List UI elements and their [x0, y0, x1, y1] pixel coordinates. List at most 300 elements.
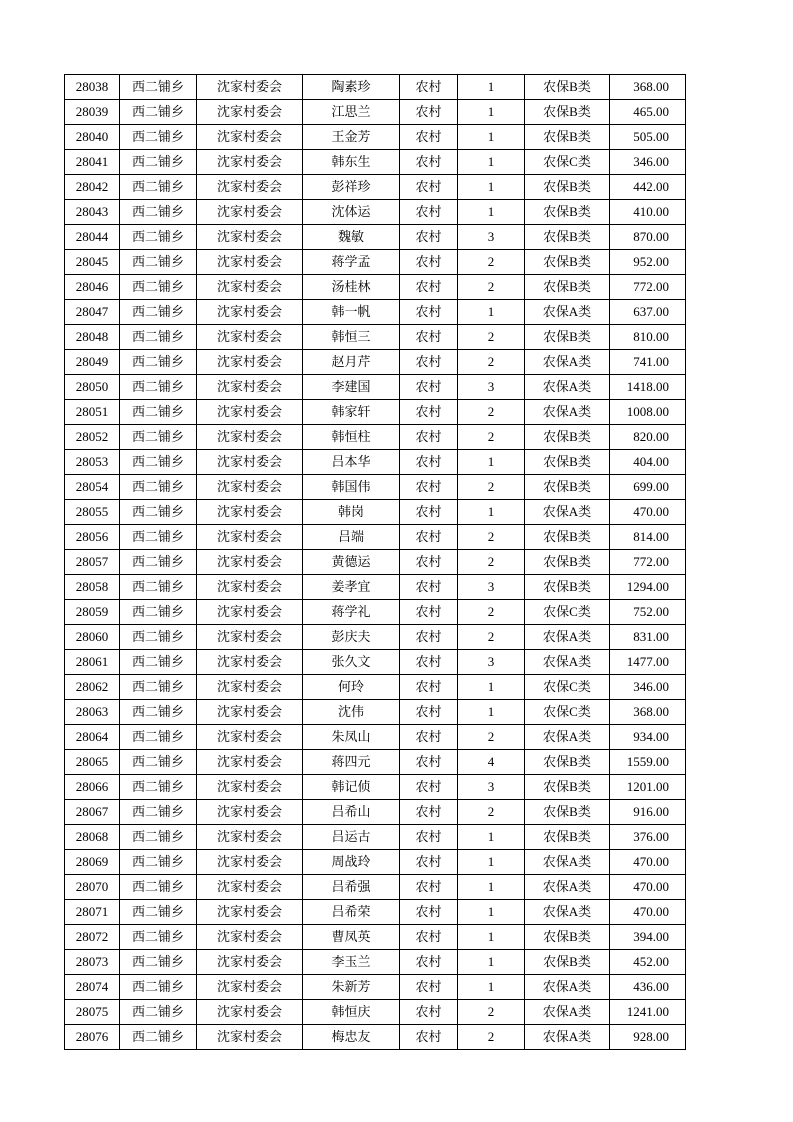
table-row — [65, 725, 686, 750]
cell-count: 1 — [458, 925, 525, 950]
cell-township: 西二铺乡 — [120, 550, 197, 575]
cell-name: 吕端 — [303, 525, 400, 550]
cell-township: 西二铺乡 — [120, 700, 197, 725]
cell-amount: 831.00 — [610, 625, 686, 650]
cell-name: 魏敏 — [303, 225, 400, 250]
table-row — [65, 750, 686, 775]
cell-name: 江思兰 — [303, 100, 400, 125]
cell-residence: 农村 — [400, 175, 458, 200]
cell-village: 沈家村委会 — [197, 450, 303, 475]
cell-village: 沈家村委会 — [197, 725, 303, 750]
cell-township: 西二铺乡 — [120, 200, 197, 225]
cell-township: 西二铺乡 — [120, 75, 197, 100]
cell-amount: 346.00 — [610, 150, 686, 175]
cell-amount: 916.00 — [610, 800, 686, 825]
cell-id: 28070 — [65, 875, 120, 900]
cell-township: 西二铺乡 — [120, 1025, 197, 1050]
cell-id: 28072 — [65, 925, 120, 950]
cell-count: 1 — [458, 675, 525, 700]
cell-id: 28067 — [65, 800, 120, 825]
cell-residence: 农村 — [400, 450, 458, 475]
cell-residence: 农村 — [400, 975, 458, 1000]
cell-residence: 农村 — [400, 475, 458, 500]
table-row — [65, 800, 686, 825]
cell-category: 农保C类 — [525, 150, 610, 175]
cell-village: 沈家村委会 — [197, 475, 303, 500]
cell-category: 农保B类 — [525, 575, 610, 600]
cell-amount: 368.00 — [610, 700, 686, 725]
table-row — [65, 425, 686, 450]
cell-village: 沈家村委会 — [197, 1025, 303, 1050]
cell-count: 2 — [458, 350, 525, 375]
cell-category: 农保A类 — [525, 1000, 610, 1025]
cell-amount: 394.00 — [610, 925, 686, 950]
table-row — [65, 950, 686, 975]
cell-township: 西二铺乡 — [120, 150, 197, 175]
table-row — [65, 775, 686, 800]
cell-amount: 410.00 — [610, 200, 686, 225]
cell-residence: 农村 — [400, 725, 458, 750]
cell-count: 2 — [458, 525, 525, 550]
cell-amount: 637.00 — [610, 300, 686, 325]
cell-village: 沈家村委会 — [197, 900, 303, 925]
cell-id: 28050 — [65, 375, 120, 400]
cell-category: 农保B类 — [525, 550, 610, 575]
cell-amount: 470.00 — [610, 500, 686, 525]
cell-name: 韩一帆 — [303, 300, 400, 325]
cell-category: 农保B类 — [525, 825, 610, 850]
cell-count: 1 — [458, 450, 525, 475]
cell-count: 2 — [458, 325, 525, 350]
cell-count: 3 — [458, 775, 525, 800]
cell-count: 2 — [458, 625, 525, 650]
cell-township: 西二铺乡 — [120, 625, 197, 650]
cell-township: 西二铺乡 — [120, 525, 197, 550]
table-row — [65, 475, 686, 500]
cell-residence: 农村 — [400, 650, 458, 675]
cell-name: 吕本华 — [303, 450, 400, 475]
cell-amount: 1294.00 — [610, 575, 686, 600]
cell-name: 何玲 — [303, 675, 400, 700]
cell-category: 农保A类 — [525, 850, 610, 875]
cell-name: 梅忠友 — [303, 1025, 400, 1050]
cell-residence: 农村 — [400, 425, 458, 450]
cell-amount: 952.00 — [610, 250, 686, 275]
cell-category: 农保B类 — [525, 450, 610, 475]
cell-name: 韩恒柱 — [303, 425, 400, 450]
cell-amount: 934.00 — [610, 725, 686, 750]
cell-count: 4 — [458, 750, 525, 775]
cell-id: 28038 — [65, 75, 120, 100]
table-row — [65, 75, 686, 100]
cell-township: 西二铺乡 — [120, 300, 197, 325]
cell-name: 韩东生 — [303, 150, 400, 175]
cell-village: 沈家村委会 — [197, 350, 303, 375]
cell-category: 农保A类 — [525, 350, 610, 375]
cell-category: 农保B类 — [525, 275, 610, 300]
cell-residence: 农村 — [400, 575, 458, 600]
cell-residence: 农村 — [400, 900, 458, 925]
cell-village: 沈家村委会 — [197, 525, 303, 550]
cell-township: 西二铺乡 — [120, 825, 197, 850]
cell-count: 1 — [458, 100, 525, 125]
table-row — [65, 325, 686, 350]
cell-residence: 农村 — [400, 75, 458, 100]
cell-amount: 470.00 — [610, 900, 686, 925]
cell-count: 3 — [458, 225, 525, 250]
cell-id: 28042 — [65, 175, 120, 200]
cell-category: 农保B类 — [525, 125, 610, 150]
cell-township: 西二铺乡 — [120, 850, 197, 875]
cell-village: 沈家村委会 — [197, 825, 303, 850]
cell-residence: 农村 — [400, 600, 458, 625]
cell-id: 28048 — [65, 325, 120, 350]
cell-category: 农保B类 — [525, 250, 610, 275]
cell-township: 西二铺乡 — [120, 650, 197, 675]
cell-id: 28075 — [65, 1000, 120, 1025]
cell-village: 沈家村委会 — [197, 675, 303, 700]
cell-residence: 农村 — [400, 350, 458, 375]
cell-name: 韩恒三 — [303, 325, 400, 350]
cell-category: 农保B类 — [525, 775, 610, 800]
cell-village: 沈家村委会 — [197, 700, 303, 725]
cell-name: 蒋四元 — [303, 750, 400, 775]
table-row — [65, 700, 686, 725]
cell-category: 农保B类 — [525, 425, 610, 450]
cell-village: 沈家村委会 — [197, 925, 303, 950]
cell-township: 西二铺乡 — [120, 675, 197, 700]
cell-name: 赵月芹 — [303, 350, 400, 375]
cell-residence: 农村 — [400, 1025, 458, 1050]
cell-name: 朱新芳 — [303, 975, 400, 1000]
table-row — [65, 850, 686, 875]
cell-name: 韩国伟 — [303, 475, 400, 500]
cell-village: 沈家村委会 — [197, 225, 303, 250]
cell-village: 沈家村委会 — [197, 375, 303, 400]
cell-residence: 农村 — [400, 850, 458, 875]
cell-id: 28044 — [65, 225, 120, 250]
cell-village: 沈家村委会 — [197, 400, 303, 425]
cell-name: 韩家轩 — [303, 400, 400, 425]
cell-name: 朱凤山 — [303, 725, 400, 750]
cell-name: 黄德运 — [303, 550, 400, 575]
cell-township: 西二铺乡 — [120, 275, 197, 300]
cell-amount: 1559.00 — [610, 750, 686, 775]
insurance-table — [64, 74, 686, 1050]
table-row — [65, 450, 686, 475]
cell-category: 农保A类 — [525, 975, 610, 1000]
cell-category: 农保A类 — [525, 400, 610, 425]
cell-township: 西二铺乡 — [120, 175, 197, 200]
cell-amount: 470.00 — [610, 875, 686, 900]
cell-name: 王金芳 — [303, 125, 400, 150]
cell-residence: 农村 — [400, 400, 458, 425]
cell-residence: 农村 — [400, 150, 458, 175]
cell-count: 3 — [458, 650, 525, 675]
cell-name: 曹凤英 — [303, 925, 400, 950]
cell-village: 沈家村委会 — [197, 75, 303, 100]
cell-township: 西二铺乡 — [120, 900, 197, 925]
cell-name: 吕希山 — [303, 800, 400, 825]
table-row — [65, 225, 686, 250]
table-row — [65, 500, 686, 525]
table-row — [65, 100, 686, 125]
cell-village: 沈家村委会 — [197, 775, 303, 800]
cell-id: 28066 — [65, 775, 120, 800]
cell-village: 沈家村委会 — [197, 150, 303, 175]
cell-amount: 404.00 — [610, 450, 686, 475]
cell-township: 西二铺乡 — [120, 775, 197, 800]
cell-name: 蒋学孟 — [303, 250, 400, 275]
cell-residence: 农村 — [400, 550, 458, 575]
cell-township: 西二铺乡 — [120, 600, 197, 625]
cell-category: 农保B类 — [525, 750, 610, 775]
cell-count: 2 — [458, 800, 525, 825]
cell-residence: 农村 — [400, 100, 458, 125]
cell-count: 1 — [458, 850, 525, 875]
table-row — [65, 400, 686, 425]
cell-count: 1 — [458, 125, 525, 150]
cell-id: 28060 — [65, 625, 120, 650]
cell-count: 1 — [458, 150, 525, 175]
cell-amount: 470.00 — [610, 850, 686, 875]
cell-count: 1 — [458, 300, 525, 325]
cell-residence: 农村 — [400, 525, 458, 550]
cell-category: 农保A类 — [525, 625, 610, 650]
cell-category: 农保B类 — [525, 475, 610, 500]
cell-village: 沈家村委会 — [197, 600, 303, 625]
cell-count: 1 — [458, 900, 525, 925]
cell-category: 农保C类 — [525, 675, 610, 700]
cell-residence: 农村 — [400, 500, 458, 525]
cell-village: 沈家村委会 — [197, 650, 303, 675]
cell-residence: 农村 — [400, 125, 458, 150]
cell-name: 李玉兰 — [303, 950, 400, 975]
table-row — [65, 675, 686, 700]
cell-amount: 1477.00 — [610, 650, 686, 675]
cell-count: 2 — [458, 250, 525, 275]
cell-category: 农保B类 — [525, 200, 610, 225]
cell-id: 28051 — [65, 400, 120, 425]
cell-name: 张久文 — [303, 650, 400, 675]
table-row — [65, 175, 686, 200]
cell-village: 沈家村委会 — [197, 300, 303, 325]
cell-amount: 820.00 — [610, 425, 686, 450]
cell-name: 沈体运 — [303, 200, 400, 225]
cell-township: 西二铺乡 — [120, 975, 197, 1000]
cell-village: 沈家村委会 — [197, 275, 303, 300]
cell-count: 2 — [458, 475, 525, 500]
cell-name: 汤桂林 — [303, 275, 400, 300]
cell-id: 28054 — [65, 475, 120, 500]
cell-residence: 农村 — [400, 825, 458, 850]
cell-township: 西二铺乡 — [120, 500, 197, 525]
cell-category: 农保A类 — [525, 1025, 610, 1050]
cell-name: 韩岗 — [303, 500, 400, 525]
cell-name: 彭祥珍 — [303, 175, 400, 200]
cell-township: 西二铺乡 — [120, 325, 197, 350]
cell-id: 28059 — [65, 600, 120, 625]
cell-id: 28053 — [65, 450, 120, 475]
cell-amount: 752.00 — [610, 600, 686, 625]
cell-amount: 1008.00 — [610, 400, 686, 425]
cell-count: 3 — [458, 575, 525, 600]
cell-amount: 928.00 — [610, 1025, 686, 1050]
cell-residence: 农村 — [400, 375, 458, 400]
cell-id: 28040 — [65, 125, 120, 150]
cell-township: 西二铺乡 — [120, 950, 197, 975]
cell-id: 28068 — [65, 825, 120, 850]
cell-residence: 农村 — [400, 700, 458, 725]
cell-category: 农保B类 — [525, 325, 610, 350]
cell-category: 农保A类 — [525, 300, 610, 325]
cell-amount: 814.00 — [610, 525, 686, 550]
cell-village: 沈家村委会 — [197, 950, 303, 975]
cell-category: 农保A类 — [525, 375, 610, 400]
cell-township: 西二铺乡 — [120, 100, 197, 125]
cell-count: 1 — [458, 175, 525, 200]
cell-name: 陶素珍 — [303, 75, 400, 100]
cell-amount: 772.00 — [610, 550, 686, 575]
cell-village: 沈家村委会 — [197, 100, 303, 125]
cell-residence: 农村 — [400, 925, 458, 950]
cell-residence: 农村 — [400, 225, 458, 250]
cell-village: 沈家村委会 — [197, 625, 303, 650]
cell-name: 吕运古 — [303, 825, 400, 850]
cell-category: 农保A类 — [525, 500, 610, 525]
cell-id: 28043 — [65, 200, 120, 225]
cell-id: 28046 — [65, 275, 120, 300]
cell-residence: 农村 — [400, 750, 458, 775]
cell-id: 28052 — [65, 425, 120, 450]
cell-amount: 870.00 — [610, 225, 686, 250]
cell-count: 2 — [458, 1025, 525, 1050]
cell-amount: 741.00 — [610, 350, 686, 375]
cell-residence: 农村 — [400, 800, 458, 825]
cell-id: 28058 — [65, 575, 120, 600]
cell-township: 西二铺乡 — [120, 450, 197, 475]
cell-village: 沈家村委会 — [197, 250, 303, 275]
table-row — [65, 625, 686, 650]
cell-count: 1 — [458, 975, 525, 1000]
cell-id: 28063 — [65, 700, 120, 725]
cell-village: 沈家村委会 — [197, 125, 303, 150]
cell-count: 1 — [458, 200, 525, 225]
table-row — [65, 525, 686, 550]
cell-name: 吕希强 — [303, 875, 400, 900]
cell-residence: 农村 — [400, 275, 458, 300]
cell-village: 沈家村委会 — [197, 1000, 303, 1025]
cell-count: 1 — [458, 950, 525, 975]
cell-id: 28041 — [65, 150, 120, 175]
cell-township: 西二铺乡 — [120, 725, 197, 750]
cell-amount: 452.00 — [610, 950, 686, 975]
cell-name: 周战玲 — [303, 850, 400, 875]
cell-category: 农保B类 — [525, 925, 610, 950]
table-row — [65, 125, 686, 150]
cell-category: 农保B类 — [525, 100, 610, 125]
cell-amount: 442.00 — [610, 175, 686, 200]
cell-category: 农保A类 — [525, 900, 610, 925]
cell-village: 沈家村委会 — [197, 575, 303, 600]
table-row — [65, 375, 686, 400]
cell-name: 沈伟 — [303, 700, 400, 725]
cell-name: 韩记侦 — [303, 775, 400, 800]
cell-amount: 810.00 — [610, 325, 686, 350]
cell-id: 28062 — [65, 675, 120, 700]
cell-category: 农保B类 — [525, 75, 610, 100]
cell-township: 西二铺乡 — [120, 125, 197, 150]
cell-count: 2 — [458, 550, 525, 575]
cell-village: 沈家村委会 — [197, 200, 303, 225]
cell-township: 西二铺乡 — [120, 750, 197, 775]
cell-amount: 368.00 — [610, 75, 686, 100]
cell-township: 西二铺乡 — [120, 350, 197, 375]
cell-village: 沈家村委会 — [197, 850, 303, 875]
cell-amount: 376.00 — [610, 825, 686, 850]
cell-count: 2 — [458, 725, 525, 750]
cell-township: 西二铺乡 — [120, 375, 197, 400]
table-row — [65, 600, 686, 625]
table-row — [65, 250, 686, 275]
cell-township: 西二铺乡 — [120, 800, 197, 825]
cell-residence: 农村 — [400, 675, 458, 700]
cell-township: 西二铺乡 — [120, 475, 197, 500]
cell-village: 沈家村委会 — [197, 175, 303, 200]
cell-village: 沈家村委会 — [197, 550, 303, 575]
cell-amount: 436.00 — [610, 975, 686, 1000]
cell-residence: 农村 — [400, 875, 458, 900]
table-row — [65, 150, 686, 175]
cell-id: 28069 — [65, 850, 120, 875]
cell-amount: 346.00 — [610, 675, 686, 700]
cell-village: 沈家村委会 — [197, 325, 303, 350]
cell-village: 沈家村委会 — [197, 750, 303, 775]
cell-id: 28065 — [65, 750, 120, 775]
cell-id: 28061 — [65, 650, 120, 675]
cell-name: 蒋学礼 — [303, 600, 400, 625]
cell-village: 沈家村委会 — [197, 875, 303, 900]
cell-village: 沈家村委会 — [197, 425, 303, 450]
cell-count: 1 — [458, 875, 525, 900]
cell-village: 沈家村委会 — [197, 975, 303, 1000]
cell-category: 农保B类 — [525, 225, 610, 250]
cell-name: 李建国 — [303, 375, 400, 400]
cell-category: 农保A类 — [525, 650, 610, 675]
cell-count: 1 — [458, 825, 525, 850]
cell-id: 28047 — [65, 300, 120, 325]
cell-village: 沈家村委会 — [197, 500, 303, 525]
cell-id: 28073 — [65, 950, 120, 975]
cell-township: 西二铺乡 — [120, 1000, 197, 1025]
cell-amount: 1418.00 — [610, 375, 686, 400]
cell-count: 2 — [458, 400, 525, 425]
table-row — [65, 975, 686, 1000]
cell-amount: 465.00 — [610, 100, 686, 125]
cell-id: 28071 — [65, 900, 120, 925]
cell-count: 2 — [458, 275, 525, 300]
cell-count: 1 — [458, 500, 525, 525]
cell-category: 农保A类 — [525, 725, 610, 750]
cell-amount: 772.00 — [610, 275, 686, 300]
cell-category: 农保C类 — [525, 600, 610, 625]
cell-category: 农保B类 — [525, 525, 610, 550]
table-row — [65, 900, 686, 925]
cell-id: 28076 — [65, 1025, 120, 1050]
cell-count: 1 — [458, 75, 525, 100]
cell-residence: 农村 — [400, 325, 458, 350]
cell-id: 28057 — [65, 550, 120, 575]
